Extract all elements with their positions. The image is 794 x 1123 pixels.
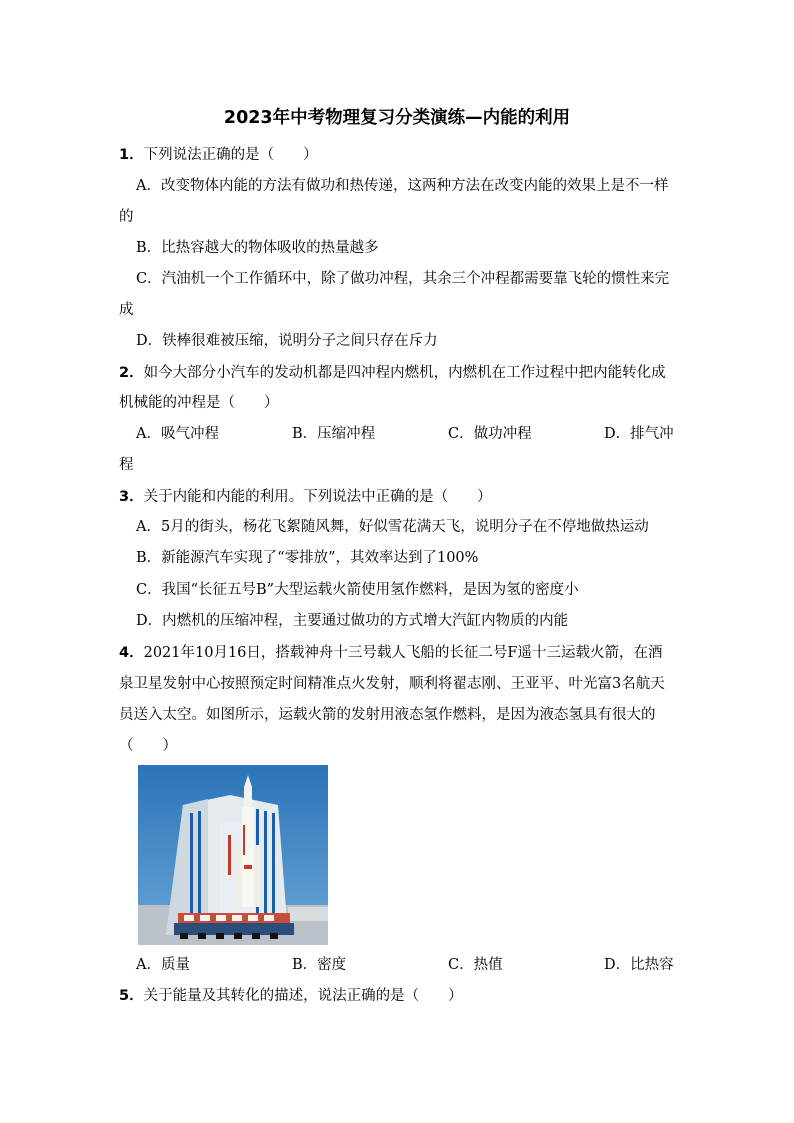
question-2-stem-cont: 机械能的冲程是（ ） bbox=[119, 395, 279, 411]
question-4-stem-line3: 员送入太空。如图所示，运载火箭的发射用液态氢作燃料，是因为液态氢具有很大的 bbox=[119, 707, 656, 723]
q3-option-a: A．5月的街头，杨花飞絮随风舞，好似雪花满天飞，说明分子在不停地做热运动 bbox=[136, 519, 649, 535]
q1-option-c: C．汽油机一个工作循环中，除了做功冲程，其余三个冲程都需要靠飞轮的惯性来完 bbox=[136, 271, 670, 287]
question-number: 1． bbox=[119, 147, 144, 163]
rocket-launch-photo bbox=[138, 765, 328, 945]
q2-option-c: C．做功冲程 bbox=[448, 426, 532, 442]
question-4-stem: 4．2021年10月16日，搭载神舟十三号载人飞船的长征二号F遥十三运载火箭，在酒 bbox=[119, 645, 663, 661]
q1-option-a: A．改变物体内能的方法有做功和热传递，这两种方法在改变内能的效果上是不一样 bbox=[136, 178, 669, 194]
q2-option-d: D．排气冲 bbox=[604, 426, 674, 442]
question-4-stem-line2: 泉卫星发射中心按照预定时间精准点火发射，顺利将翟志刚、王亚平、叶光富3名航天 bbox=[119, 676, 665, 692]
question-number: 3． bbox=[119, 489, 144, 505]
question-1-stem: 1．下列说法正确的是（ ） bbox=[119, 147, 318, 163]
q3-option-b: B．新能源汽车实现了“零排放”，其效率达到了100% bbox=[136, 550, 479, 566]
page-title: 2023年中考物理复习分类演练—内能的利用 bbox=[223, 108, 571, 128]
q3-option-c: C．我国“长征五号B”大型运载火箭使用氢作燃料，是因为氢的密度小 bbox=[136, 582, 579, 598]
q1-option-d: D．铁棒很难被压缩，说明分子之间只存在斥力 bbox=[136, 333, 438, 349]
q1-option-a-cont: 的 bbox=[119, 209, 134, 225]
q2-option-a: A．吸气冲程 bbox=[136, 426, 219, 442]
q4-option-c: C．热值 bbox=[448, 957, 503, 973]
question-3-stem: 3．关于内能和内能的利用。下列说法中正确的是（ ） bbox=[119, 489, 492, 505]
question-2-stem: 2．如今大部分小汽车的发动机都是四冲程内燃机，内燃机在工作过程中把内能转化成 bbox=[119, 365, 666, 381]
q2-option-d-cont: 程 bbox=[119, 457, 134, 473]
q2-option-b: B．压缩冲程 bbox=[292, 426, 376, 442]
question-number: 4． bbox=[119, 645, 144, 661]
question-4-stem-line4: （ ） bbox=[119, 738, 177, 754]
question-number: 5． bbox=[119, 988, 144, 1004]
q4-option-a: A．质量 bbox=[136, 957, 190, 973]
q4-option-b: B．密度 bbox=[292, 957, 347, 973]
q1-option-b: B．比热容越大的物体吸收的热量越多 bbox=[136, 240, 379, 256]
q1-option-c-cont: 成 bbox=[119, 302, 134, 318]
question-5-stem: 5．关于能量及其转化的描述，说法正确的是（ ） bbox=[119, 988, 463, 1004]
q4-option-d: D．比热容 bbox=[604, 957, 674, 973]
q3-option-d: D．内燃机的压缩冲程，主要通过做功的方式增大汽缸内物质的内能 bbox=[136, 613, 569, 629]
q4-options-row bbox=[136, 955, 676, 975]
q2-options-row bbox=[136, 424, 676, 444]
question-number: 2． bbox=[119, 365, 144, 381]
